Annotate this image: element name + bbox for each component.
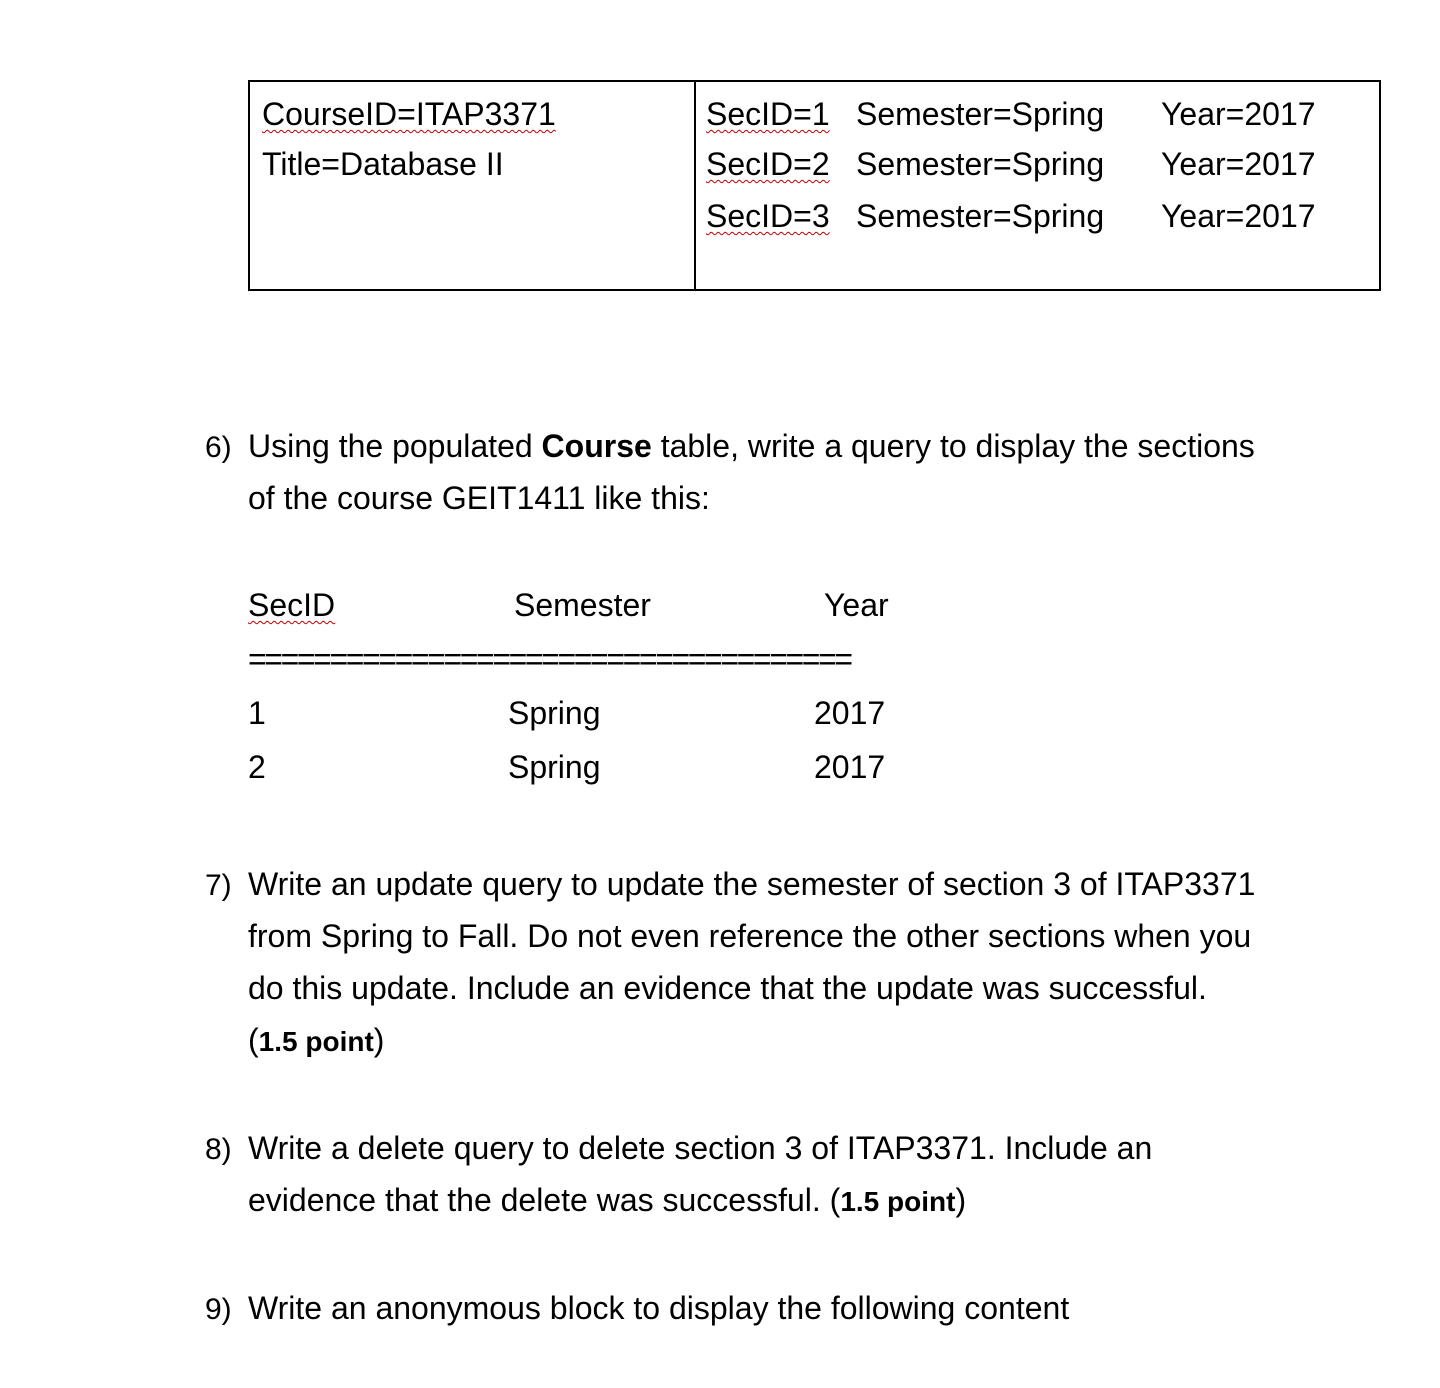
output-header-secid: SecID (248, 587, 336, 623)
question-7-number: 7) (205, 869, 232, 902)
question-6-text-after: table, write a query to display the sections (651, 428, 1255, 464)
output-row-2-year: 2017 (814, 749, 886, 785)
output-row-1-secid: 1 (248, 695, 266, 731)
question-7-points-open: ( (248, 1022, 259, 1058)
output-header-semester: Semester (514, 587, 651, 623)
output-row-1-year: 2017 (814, 695, 886, 731)
output-header-year: Year (824, 587, 889, 623)
question-9 (205, 1282, 1385, 1336)
section-1-secid: SecID=1 (706, 96, 830, 132)
question-8-number: 8) (205, 1133, 232, 1166)
question-9-number: 9) (205, 1293, 232, 1326)
section-2-semester: Semester=Spring (856, 146, 1105, 182)
question-8-points-close: ) (955, 1182, 967, 1218)
question-7-line-2: from Spring to Fall. Do not even reference the other sections when you (248, 918, 1252, 954)
question-7-points (248, 1014, 1383, 1068)
question-7-line-3: do this update. Include an evidence that the update was successful. (248, 970, 1207, 1006)
output-row-1-semester: Spring (508, 695, 601, 731)
question-6-line-1 (248, 420, 1383, 472)
box-divider (694, 82, 696, 289)
question-9-line-1: Write an anonymous block to display the following content (248, 1290, 1070, 1326)
question-8-line-2 (248, 1174, 1383, 1228)
section-3-secid: SecID=3 (706, 198, 830, 234)
section-1-semester: Semester=Spring (856, 96, 1105, 132)
course-title-text: Title=Database II (262, 146, 504, 182)
output-row-2-secid: 2 (248, 749, 266, 785)
section-2-secid: SecID=2 (706, 146, 830, 182)
output-row-2-semester: Spring (508, 749, 601, 785)
question-8-points-bold: 1.5 point (840, 1186, 956, 1217)
question-7 (205, 858, 1385, 1058)
question-6 (205, 420, 1385, 516)
question-7-points-bold: 1.5 point (258, 1026, 374, 1057)
question-6-line-2: of the course GEIT1411 like this: (248, 480, 710, 516)
question-8-points-open: ( (829, 1182, 841, 1218)
question-7-points-close: ) (373, 1022, 385, 1058)
question-8-line-2-text: evidence that the delete was successful. (248, 1182, 830, 1218)
section-1-year: Year=2017 (1161, 96, 1316, 132)
section-2-year: Year=2017 (1161, 146, 1316, 182)
section-3-semester: Semester=Spring (856, 198, 1105, 234)
question-7-line-1: Write an update query to update the semester of section 3 of ITAP3371 (248, 866, 1256, 902)
course-id-text: CourseID=ITAP3371 (262, 96, 556, 132)
question-8-line-1: Write a delete query to delete section 3 of ITAP3371. Include an (248, 1130, 1153, 1166)
question-6-bold-course: Course (541, 428, 652, 464)
section-3-year: Year=2017 (1161, 198, 1316, 234)
output-separator: ===================================== (248, 641, 851, 677)
question-6-number: 6) (205, 431, 232, 464)
question-8 (205, 1122, 1385, 1218)
question-6-text-before: Using the populated (248, 428, 542, 464)
